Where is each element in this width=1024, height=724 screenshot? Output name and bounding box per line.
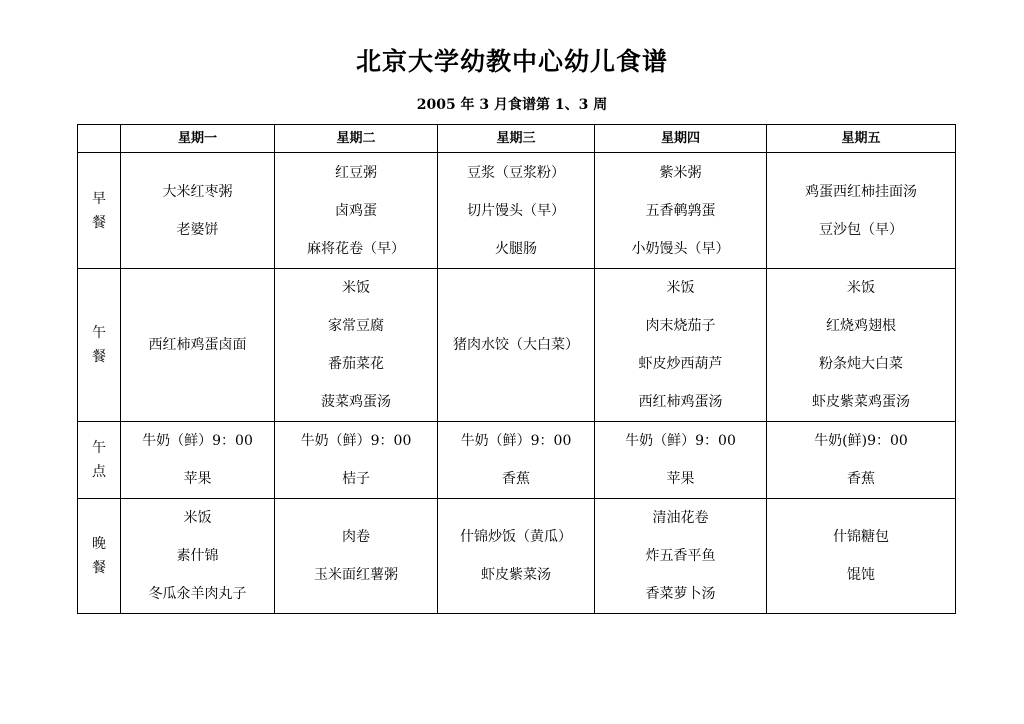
dish: 香菜萝卜汤 xyxy=(645,586,716,602)
meal-label-char: 餐 xyxy=(92,560,106,576)
dish: 家常豆腐 xyxy=(328,318,384,334)
dish: 番茄菜花 xyxy=(328,356,384,372)
dish: 西红柿鸡蛋汤 xyxy=(638,394,723,410)
page-title: 北京大学幼教中心幼儿食谱 xyxy=(355,47,668,76)
meal-label-char: 餐 xyxy=(92,214,106,231)
dish: 苹果 xyxy=(183,471,212,487)
menu-cell xyxy=(595,153,767,269)
menu-cell xyxy=(438,153,595,269)
dish: 米饭 xyxy=(666,280,695,296)
meal-label-char: 点 xyxy=(92,464,106,480)
dish: 香蕉 xyxy=(502,471,530,487)
dish: 麻将花卷（早） xyxy=(307,240,405,257)
menu-cell xyxy=(121,422,275,499)
dish: 玉米面红薯粥 xyxy=(314,567,398,583)
dinner-row xyxy=(78,499,956,614)
dish: 火腿肠 xyxy=(495,240,537,257)
dish: 红烧鸡翅根 xyxy=(826,318,896,334)
column-header: 星期二 xyxy=(275,125,438,153)
dish: 米饭 xyxy=(183,510,212,526)
dish: 桔子 xyxy=(342,471,370,487)
dish: 什锦炒饭（黄瓜） xyxy=(460,529,572,545)
dish: 肉卷 xyxy=(342,529,370,545)
meal-label xyxy=(78,422,121,499)
dish: 炸五香平鱼 xyxy=(645,548,716,564)
meal-label-char: 早 xyxy=(92,190,106,207)
menu-cell xyxy=(275,269,438,422)
dish: 牛奶（鲜）9：00 xyxy=(300,433,412,449)
dish: 卤鸡蛋 xyxy=(335,202,377,219)
column-header: 星期三 xyxy=(438,125,595,153)
dish: 牛奶（鲜）9：00 xyxy=(625,433,736,449)
dish: 虾皮紫菜鸡蛋汤 xyxy=(812,394,910,410)
dish: 冬瓜氽羊肉丸子 xyxy=(148,586,247,602)
menu-cell xyxy=(767,422,956,499)
menu-cell xyxy=(275,153,438,269)
meal-label xyxy=(78,269,121,422)
dish: 五香鹌鹑蛋 xyxy=(645,202,716,219)
dish: 切片馒头（早） xyxy=(467,202,565,219)
dish: 馄饨 xyxy=(847,567,875,583)
menu-cell xyxy=(438,422,595,499)
dish: 牛奶（鲜）9：00 xyxy=(142,433,253,449)
lunch-row xyxy=(78,269,956,422)
dish: 西红柿鸡蛋卤面 xyxy=(148,337,247,353)
dish: 菠菜鸡蛋汤 xyxy=(321,394,391,410)
dish: 清油花卷 xyxy=(652,510,709,526)
breakfast-row xyxy=(78,153,956,269)
page-subtitle: 2005 年 3 月食谱第 1、3 周 xyxy=(416,97,608,113)
meal-label xyxy=(78,499,121,614)
menu-cell xyxy=(121,269,275,422)
dish: 米饭 xyxy=(342,280,370,296)
dish: 虾皮炒西葫芦 xyxy=(638,356,723,372)
dish: 虾皮紫菜汤 xyxy=(481,567,551,583)
menu-cell xyxy=(767,269,956,422)
dish: 小奶馒头（早） xyxy=(631,240,730,257)
meal-label-char: 晚 xyxy=(92,536,106,552)
dish: 牛奶（鲜）9：00 xyxy=(460,433,572,449)
menu-cell xyxy=(121,153,275,269)
corner-cell xyxy=(78,125,121,153)
menu-cell xyxy=(275,499,438,614)
dish: 猪肉水饺（大白菜） xyxy=(453,337,579,353)
dish: 粉条炖大白菜 xyxy=(819,356,903,372)
dish: 红豆粥 xyxy=(335,164,377,181)
dish: 香蕉 xyxy=(847,471,875,487)
menu-cell xyxy=(275,422,438,499)
header-row xyxy=(78,125,956,153)
dish: 豆浆（豆浆粉） xyxy=(467,164,565,181)
menu-table xyxy=(77,124,956,614)
menu-cell xyxy=(438,499,595,614)
menu-cell xyxy=(595,499,767,614)
dish: 素什锦 xyxy=(176,548,219,564)
menu-cell xyxy=(595,269,767,422)
dish: 紫米粥 xyxy=(659,164,702,181)
dish: 豆沙包（早） xyxy=(819,221,903,238)
dish: 牛奶(鲜)9：00 xyxy=(814,433,908,449)
menu-cell xyxy=(767,499,956,614)
meal-label xyxy=(78,153,121,269)
menu-cell xyxy=(121,499,275,614)
dish: 米饭 xyxy=(847,280,875,296)
dish: 老婆饼 xyxy=(176,221,219,238)
column-header: 星期四 xyxy=(595,125,767,153)
menu-cell xyxy=(595,422,767,499)
dish: 大米红枣粥 xyxy=(162,183,233,200)
meal-label-char: 餐 xyxy=(92,349,106,365)
dish: 苹果 xyxy=(666,471,695,487)
column-header: 星期一 xyxy=(121,125,275,153)
snack-row xyxy=(78,422,956,499)
menu-cell xyxy=(438,269,595,422)
dish: 什锦糖包 xyxy=(833,529,889,545)
menu-cell xyxy=(767,153,956,269)
meal-label-char: 午 xyxy=(92,440,106,456)
column-header: 星期五 xyxy=(767,125,956,153)
meal-label-char: 午 xyxy=(92,325,106,341)
dish: 肉末烧茄子 xyxy=(645,318,716,334)
dish: 鸡蛋西红柿挂面汤 xyxy=(805,183,917,200)
